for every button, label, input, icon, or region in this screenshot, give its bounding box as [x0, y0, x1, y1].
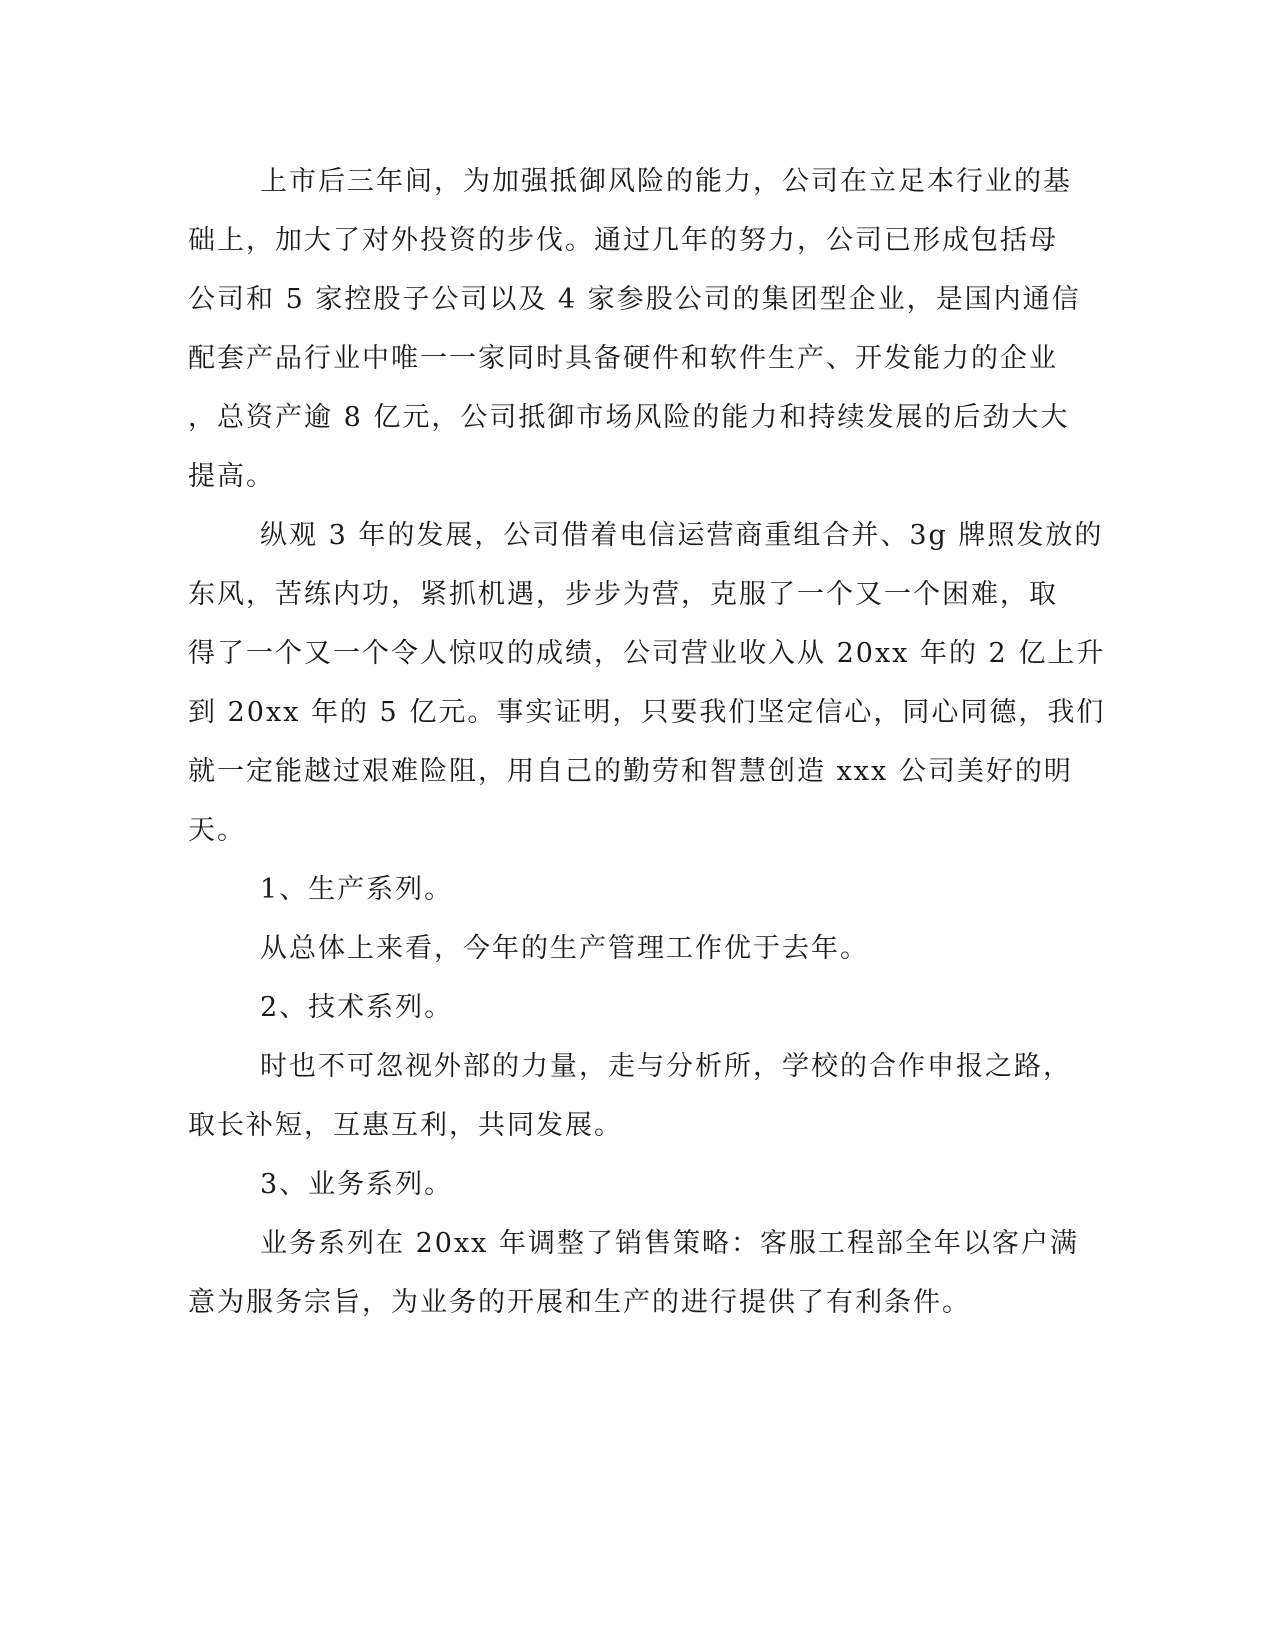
paragraph-1-line-6: 提高。 [188, 461, 275, 492]
paragraph-2-line-5: 就一定能越过艰难险阻，用自己的勤劳和智慧创造 xxx 公司美好的明 [188, 756, 1073, 787]
technology-paragraph-line-2: 取长补短，互惠互利，共同发展。 [188, 1110, 623, 1141]
paragraph-2-line-6: 天。 [188, 815, 246, 846]
paragraph-1-line-2: 础上，加大了对外投资的步伐。通过几年的努力，公司已形成包括母 [188, 225, 1058, 256]
technology-paragraph-line-1: 时也不可忽视外部的力量，走与分析所，学校的合作申报之路， [260, 1051, 1072, 1082]
production-paragraph: 从总体上来看，今年的生产管理工作优于去年。 [260, 933, 869, 964]
business-paragraph-line-1: 业务系列在 20xx 年调整了销售策略：客服工程部全年以客户满 [260, 1228, 1079, 1259]
section-heading-technology: 2、技术系列。 [260, 992, 454, 1023]
business-paragraph-line-2: 意为服务宗旨，为业务的开展和生产的进行提供了有利条件。 [188, 1287, 971, 1318]
paragraph-1-line-3: 公司和 5 家控股子公司以及 4 家参股公司的集团型企业，是国内通信 [188, 284, 1081, 315]
paragraph-2-line-1: 纵观 3 年的发展，公司借着电信运营商重组合并、3g 牌照发放的 [260, 520, 1104, 551]
paragraph-2-line-3: 得了一个又一个令人惊叹的成绩，公司营业收入从 20xx 年的 2 亿上升 [188, 638, 1106, 669]
paragraph-1-line-4: 配套产品行业中唯一一家同时具备硬件和软件生产、开发能力的企业 [188, 343, 1058, 374]
section-heading-business: 3、业务系列。 [260, 1169, 454, 1200]
section-heading-production: 1、生产系列。 [260, 874, 454, 905]
paragraph-2-line-2: 东风，苦练内功，紧抓机遇，步步为营，克服了一个又一个困难，取 [188, 579, 1058, 610]
paragraph-2-line-4: 到 20xx 年的 5 亿元。事实证明，只要我们坚定信心，同心同德，我们 [188, 697, 1106, 728]
paragraph-1-line-5: ，总资产逾 8 亿元，公司抵御市场风险的能力和持续发展的后劲大大 [188, 402, 1070, 433]
paragraph-1-line-1: 上市后三年间，为加强抵御风险的能力，公司在立足本行业的基 [260, 166, 1072, 197]
